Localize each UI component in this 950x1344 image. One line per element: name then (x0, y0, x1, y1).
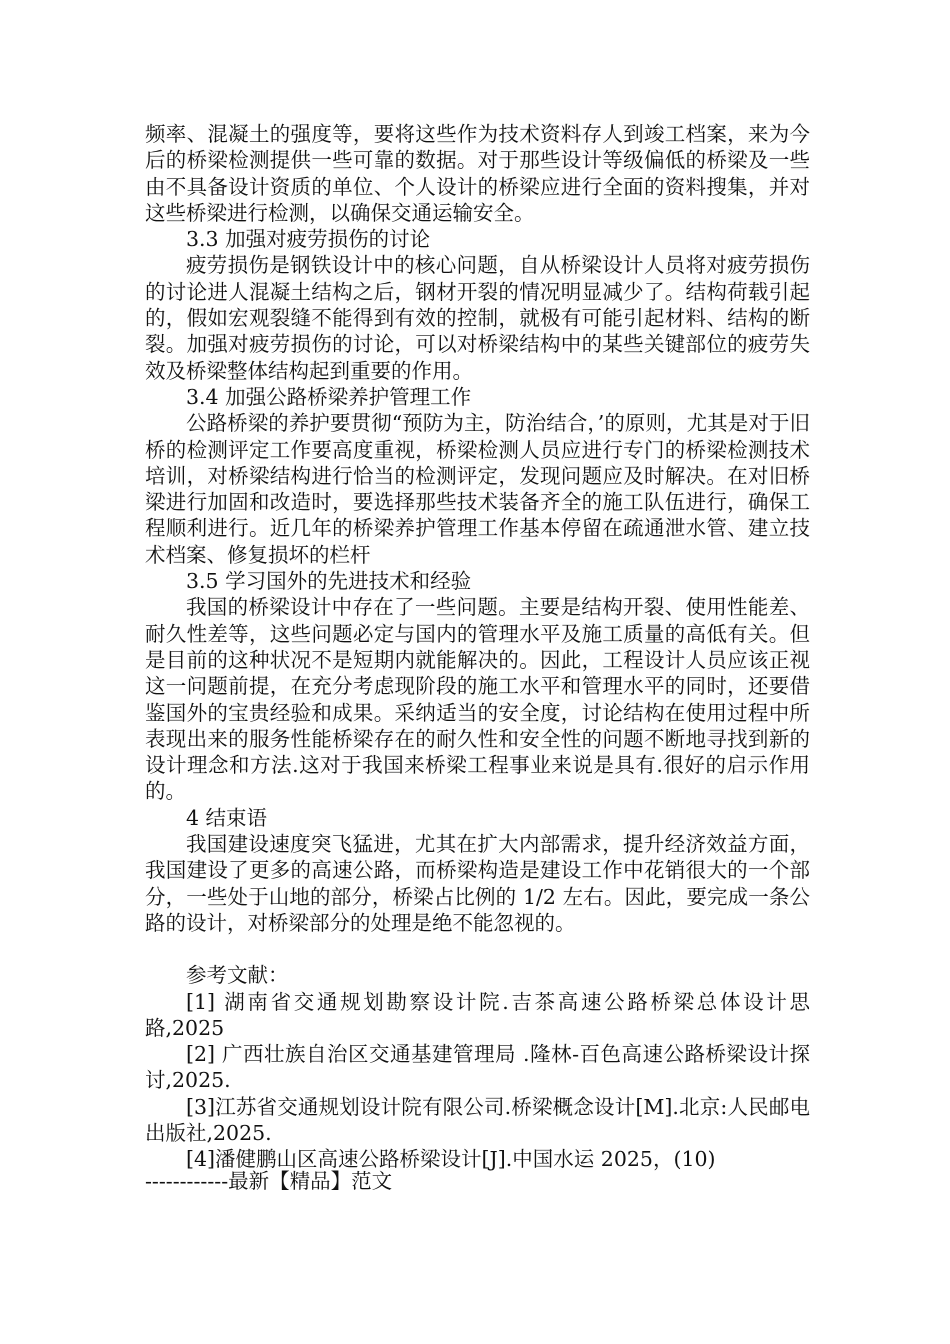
section-heading-3-5: 3.5 学习国外的先进技术和经验 (186, 569, 472, 594)
reference-item: [4]潘健鹏山区高速公路桥梁设计[J].中国水运 2025，(10) (186, 1147, 716, 1172)
document-body (145, 121, 810, 1173)
reference-item: [1] 湖南省交通规划勘察设计院.吉茶高速公路桥梁总体设计思路,2025 (145, 989, 810, 1040)
paragraph-continued: 频率、混凝土的强度等，要将这些作为技术资料存人到竣工档案，来为今后的桥梁检测提供一些可靠的数据。对于那些设计等级偏低的桥梁及一些由不具备设计资质的单位、个人设计的桥梁应进行全面的资料搜集，并对这些桥梁进行检测，以确保交通运输安全。 (145, 122, 810, 225)
page-footer: ------------最新【精品】范文 (145, 1169, 393, 1193)
paragraph-conclusion: 我国建设速度突飞猛进，尤其在扩大内部需求，提升经济效益方面，我国建设了更多的高速公路，而桥梁构造是建设工作中花销很大的一个部分，一些处于山地的部分，桥梁占比例的 1/2 左右。因此，要完成一条公路的设计，对桥梁部分的处理是绝不能忽视的。 (145, 832, 810, 935)
section-heading-3-4: 3.4 加强公路桥梁养护管理工作 (186, 384, 472, 409)
paragraph-maintenance: 公路桥梁的养护要贯彻“预防为主，防治结合，’的原则，尤其是对于旧桥的检测评定工作要高度重视，桥梁检测人员应进行专门的桥梁检测技术培训，对桥梁结构进行恰当的检测评定，发现问题应及时解决。在对旧桥梁进行加固和改造时，要选择那些技术装备齐全的施工队伍进行，确保工程顺利进行。近几年的桥梁养护管理工作基本停留在疏通泄水管、建立技术档案、修复损坏的栏杆 (145, 411, 810, 567)
reference-item: [2] 广西壮族自治区交通基建管理局 .隆林-百色高速公路桥梁设计探讨,2025. (145, 1042, 810, 1093)
reference-item: [3]江苏省交通规划设计院有限公司.桥梁概念设计[M].北京:人民邮电出版社,2025. (145, 1094, 810, 1145)
section-heading-4: 4 结束语 (186, 805, 268, 830)
paragraph-fatigue-damage: 疲劳损伤是钢铁设计中的核心问题，自从桥梁设计人员将对疲劳损伤的讨论进人混凝土结构之后，钢材开裂的情况明显减少了。结构荷载引起的，假如宏观裂缝不能得到有效的控制，就极有可能引起材料、结构的断裂。加强对疲劳损伤的讨论，可以对桥梁结构中的某些关键部位的疲劳失效及桥梁整体结构起到重要的作用。 (145, 253, 810, 383)
references-title: 参考文献： (186, 963, 289, 988)
blank-line (145, 936, 810, 962)
paragraph-foreign-technology: 我国的桥梁设计中存在了一些问题。主要是结构开裂、使用性能差、耐久性差等，这些问题必定与国内的管理水平及施工质量的高低有关。但是目前的这种状况不是短期内就能解决的。因此，工程设计人员应该正视这一问题前提，在充分考虑现阶段的施工水平和管理水平的同时，还要借鉴国外的宝贵经验和成果。采纳适当的安全度，讨论结构在使用过程中所表现出来的服务性能桥梁存在的耐久性和安全性的问题不断地寻找到新的设计理念和方法.这对于我国来桥梁工程事业来说是具有.很好的启示作用的。 (145, 595, 810, 804)
section-heading-3-3: 3.3 加强对疲劳损伤的讨论 (186, 227, 431, 252)
